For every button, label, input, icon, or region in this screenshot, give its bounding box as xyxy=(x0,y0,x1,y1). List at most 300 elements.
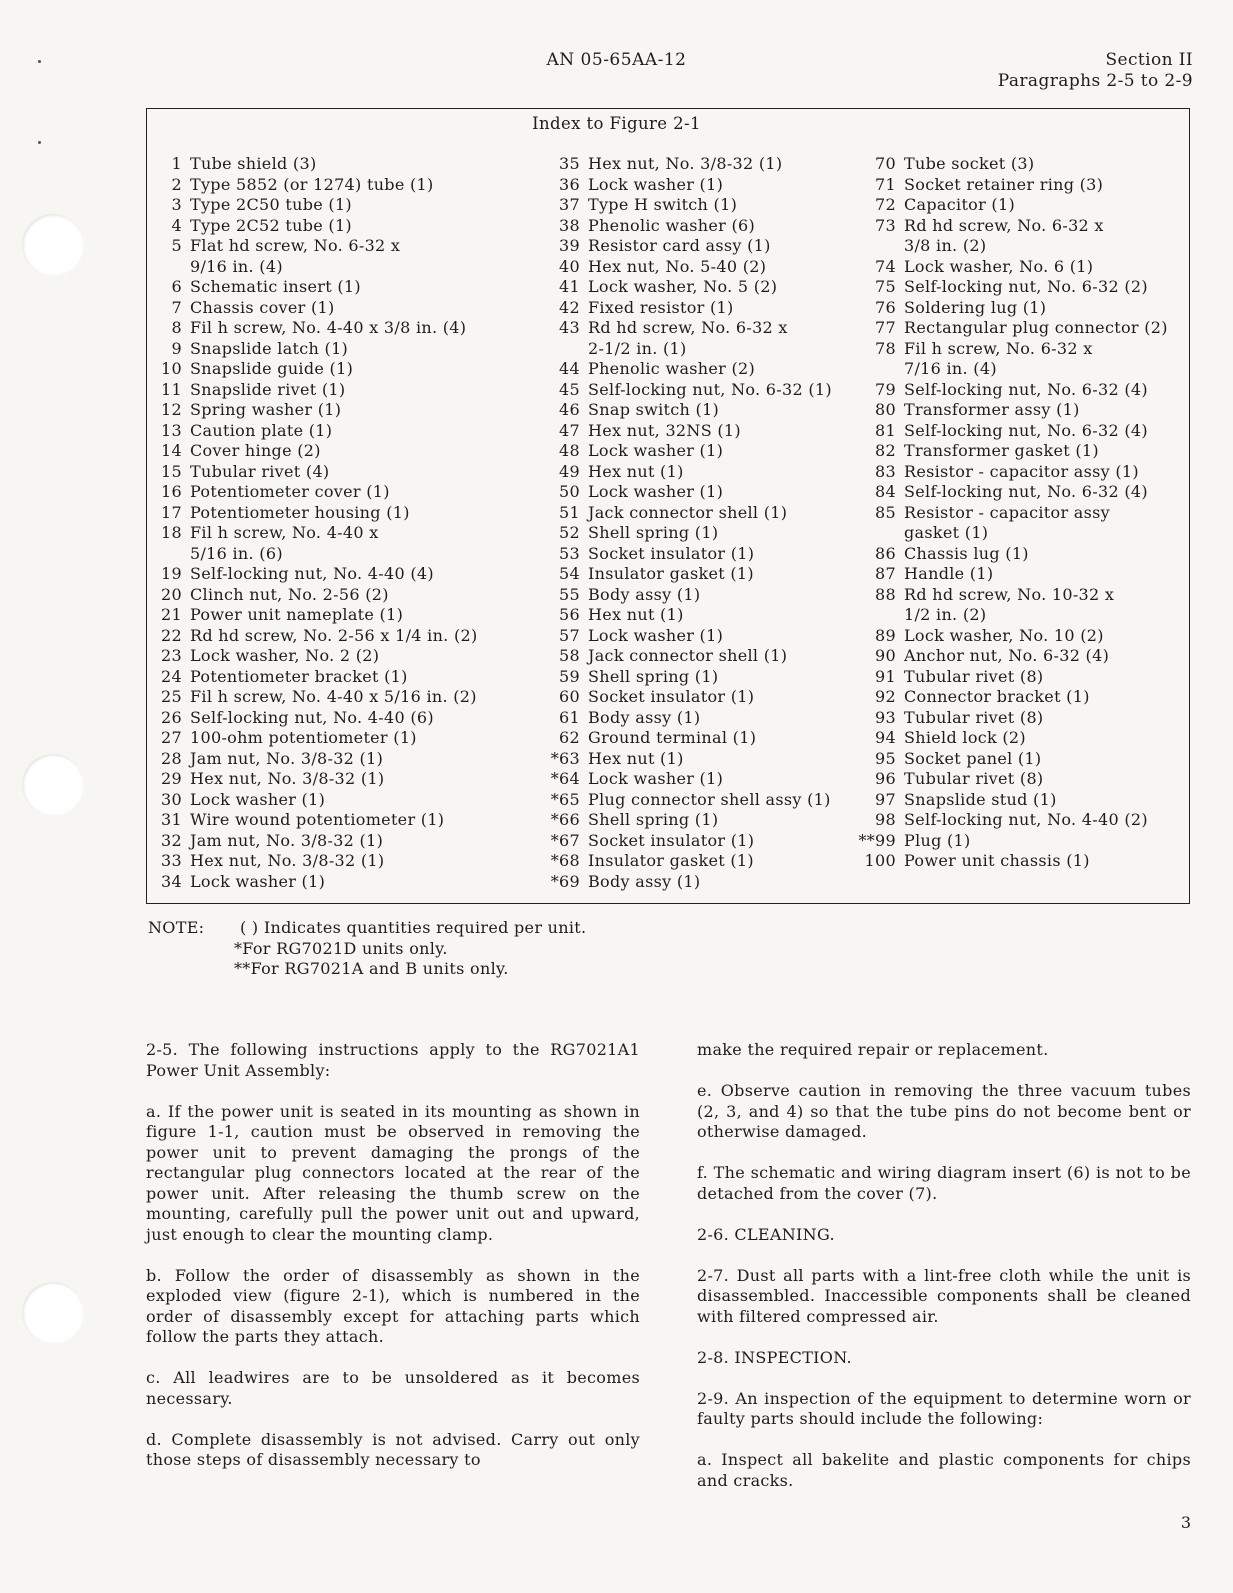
index-item xyxy=(854,277,1189,298)
index-item-number: 59 xyxy=(559,666,580,686)
index-item xyxy=(854,605,1189,626)
index-item-text: Rd hd screw, No. 6-32 x xyxy=(904,215,1104,235)
index-item xyxy=(148,482,558,503)
index-item xyxy=(148,708,558,729)
index-item xyxy=(854,380,1189,401)
index-item-number: 72 xyxy=(875,195,896,214)
index-item-number: 73 xyxy=(875,215,896,235)
index-item-number: 56 xyxy=(559,605,580,624)
index-item xyxy=(854,544,1189,565)
index-item xyxy=(546,687,866,708)
index-item-number: 78 xyxy=(875,338,896,358)
index-item-text: Ground terminal (1) xyxy=(588,728,757,747)
index-item xyxy=(148,462,558,483)
index-item-number: 82 xyxy=(875,441,896,460)
index-item-text: Schematic insert (1) xyxy=(190,277,361,296)
index-item-text: Hex nut, No. 3/8-32 (1) xyxy=(588,154,783,173)
index-item-text: Hex nut (1) xyxy=(588,605,684,624)
index-item-text: Fil h screw, No. 4-40 x 3/8 in. (4) xyxy=(190,318,467,337)
index-item-text: Connector bracket (1) xyxy=(904,687,1090,706)
index-item-number: 5 xyxy=(171,236,182,255)
index-item-number: 31 xyxy=(161,810,182,829)
index-item-text: Shell spring (1) xyxy=(588,523,719,542)
index-item xyxy=(854,257,1189,278)
index-item xyxy=(854,154,1189,175)
index-item-number: *65 xyxy=(550,789,580,809)
index-item xyxy=(148,441,558,462)
index-item-text: Self-locking nut, No. 4-40 (2) xyxy=(904,810,1148,829)
index-item xyxy=(546,441,866,462)
index-item-text: 9/16 in. (4) xyxy=(190,256,283,276)
index-item xyxy=(546,749,866,770)
index-item xyxy=(148,687,558,708)
index-item xyxy=(546,769,866,790)
index-item xyxy=(854,687,1189,708)
index-item-text: Tube shield (3) xyxy=(190,154,317,173)
index-item-number: 12 xyxy=(161,400,182,419)
index-item-text: Fil h screw, No. 6-32 x xyxy=(904,338,1093,358)
index-item-text: Self-locking nut, No. 4-40 (6) xyxy=(190,707,434,727)
index-item-number: 81 xyxy=(875,420,896,440)
index-item xyxy=(148,523,558,544)
index-item xyxy=(546,728,866,749)
index-item-text: Type H switch (1) xyxy=(588,195,738,214)
index-item xyxy=(854,236,1189,257)
index-item-number: 98 xyxy=(875,810,896,829)
index-item xyxy=(546,626,866,647)
index-item-number: *64 xyxy=(550,769,580,788)
index-item-number: 62 xyxy=(559,728,580,747)
index-item-text: Transformer assy (1) xyxy=(904,400,1080,419)
index-item-text: Lock washer (1) xyxy=(588,625,724,645)
index-item-number: 17 xyxy=(161,502,182,522)
index-item xyxy=(148,359,558,380)
index-item xyxy=(546,154,866,175)
index-item-number: 57 xyxy=(559,625,580,645)
index-item xyxy=(148,646,558,667)
paragraph: 2-7. Dust all parts with a lint-free cloth while the unit is disassembled. Inaccessible components shall be cleaned with filtered compressed air. xyxy=(697,1265,1191,1326)
index-item-number: 45 xyxy=(559,379,580,399)
index-item xyxy=(546,872,866,893)
index-item xyxy=(546,318,866,339)
index-item xyxy=(546,503,866,524)
index-item xyxy=(854,708,1189,729)
index-item-number: *67 xyxy=(550,830,580,850)
index-item-text: Phenolic washer (2) xyxy=(588,359,756,378)
index-item xyxy=(546,482,866,503)
index-item-number: 33 xyxy=(161,851,182,870)
index-item-number: 95 xyxy=(875,748,896,768)
index-item xyxy=(854,175,1189,196)
index-item-number: 53 xyxy=(559,543,580,563)
index-item-number: 93 xyxy=(875,707,896,727)
index-item-number: 22 xyxy=(161,625,182,645)
index-item-text: Jam nut, No. 3/8-32 (1) xyxy=(190,830,384,850)
index-item-number: 6 xyxy=(171,277,182,296)
index-item xyxy=(546,175,866,196)
index-item xyxy=(546,195,866,216)
paragraph: 2-8. INSPECTION. xyxy=(697,1347,852,1367)
index-item-number: 20 xyxy=(161,584,182,604)
index-item-number: *66 xyxy=(550,810,580,829)
index-item-text: Potentiometer housing (1) xyxy=(190,502,410,522)
index-item xyxy=(546,277,866,298)
index-item xyxy=(148,400,558,421)
paragraph: 2-9. An inspection of the equipment to determine worn or faulty parts should include the following: xyxy=(697,1388,1191,1428)
index-item-number: 47 xyxy=(559,420,580,440)
index-item-number: 8 xyxy=(171,318,182,337)
index-item xyxy=(854,728,1189,749)
index-item xyxy=(854,646,1189,667)
index-item xyxy=(854,851,1189,872)
index-item-number: 35 xyxy=(559,154,580,173)
index-item xyxy=(546,831,866,852)
index-item xyxy=(148,810,558,831)
paragraph: f. The schematic and wiring diagram insert (6) is not to be detached from the cover (7). xyxy=(697,1163,1191,1203)
index-item xyxy=(854,359,1189,380)
index-item-number: 14 xyxy=(161,441,182,460)
section-header xyxy=(998,50,1193,92)
index-item-number: 51 xyxy=(559,502,580,522)
index-item-number: 92 xyxy=(875,687,896,706)
index-item xyxy=(546,236,866,257)
index-item-text: Lock washer (1) xyxy=(588,441,724,460)
index-item-text: Caution plate (1) xyxy=(190,420,333,440)
paragraph: 2-5. The following instructions apply to the RG7021A1 Power Unit Assembly: xyxy=(146,1040,640,1080)
index-item-number: 86 xyxy=(875,543,896,563)
index-item-text: Power unit chassis (1) xyxy=(904,851,1090,870)
index-item-text: Body assy (1) xyxy=(588,871,701,891)
index-item-text: Self-locking nut, No. 6-32 (4) xyxy=(904,420,1148,440)
index-item-text: Potentiometer bracket (1) xyxy=(190,666,408,686)
index-item-text: Hex nut, 32NS (1) xyxy=(588,420,741,440)
index-item-text: Resistor - capacitor assy xyxy=(904,502,1110,522)
index-item-number: 7 xyxy=(171,297,182,317)
index-item-text: Flat hd screw, No. 6-32 x xyxy=(190,236,401,255)
index-item-number: 15 xyxy=(161,461,182,481)
index-item-number: 37 xyxy=(559,195,580,214)
paragraph: a. Inspect all bakelite and plastic components for chips and cracks. xyxy=(697,1450,1191,1490)
note-line-3: **For RG7021A and B units only. xyxy=(234,959,509,978)
document-number: AN 05-65AA-12 xyxy=(546,50,687,70)
index-item xyxy=(854,564,1189,585)
index-item-text: Plug connector shell assy (1) xyxy=(588,789,831,809)
index-item-number: 87 xyxy=(875,564,896,583)
paragraph: a. If the power unit is seated in its mounting as shown in figure 1-1, caution must be observed in removing the power unit to prevent damaging the prongs of the rectangular plug connectors located at the rear of the power unit. After releasing the thumb screw on the mounting, carefully pull the power unit out and upward, just enough to clear the mounting clamp. xyxy=(146,1101,640,1244)
index-item-text: Snapslide latch (1) xyxy=(190,338,349,358)
index-item-number: 84 xyxy=(875,482,896,501)
note-line-2: *For RG7021D units only. xyxy=(234,938,448,958)
index-item xyxy=(148,236,558,257)
index-item xyxy=(546,810,866,831)
index-item-text: Self-locking nut, No. 6-32 (4) xyxy=(904,482,1148,501)
index-item-text: 3/8 in. (2) xyxy=(904,236,987,255)
index-item-number: 96 xyxy=(875,769,896,788)
index-item-number: 79 xyxy=(875,379,896,399)
paragraph: make the required repair or replacement. xyxy=(697,1040,1049,1059)
section-label: Section II xyxy=(1105,50,1193,70)
index-item-text: 5/16 in. (6) xyxy=(190,543,283,563)
index-item-number: 55 xyxy=(559,584,580,604)
index-item xyxy=(546,359,866,380)
index-item-text: Insulator gasket (1) xyxy=(588,564,754,583)
index-item-text: Self-locking nut, No. 6-32 (4) xyxy=(904,379,1148,399)
index-item xyxy=(854,790,1189,811)
index-item-text: Self-locking nut, No. 6-32 (1) xyxy=(588,379,832,399)
index-item xyxy=(148,503,558,524)
index-item-number: *69 xyxy=(550,871,580,891)
index-item-text: Hex nut, No. 5-40 (2) xyxy=(588,256,767,276)
index-item xyxy=(148,626,558,647)
index-item-text: Snap switch (1) xyxy=(588,400,720,419)
index-item-number: 10 xyxy=(161,359,182,378)
index-item xyxy=(546,708,866,729)
index-item-text: 7/16 in. (4) xyxy=(904,359,997,378)
index-item xyxy=(148,851,558,872)
index-item xyxy=(546,523,866,544)
index-item-text: Lock washer (1) xyxy=(190,789,326,809)
index-item-text: Handle (1) xyxy=(904,564,994,583)
paragraph: d. Complete disassembly is not advised. Carry out only those steps of disassembly necessary to xyxy=(146,1429,640,1469)
index-item-number: 1 xyxy=(171,154,182,173)
index-item-number: 36 xyxy=(559,174,580,194)
index-item-text: gasket (1) xyxy=(904,523,989,542)
paragraph: c. All leadwires are to be unsoldered as it becomes necessary. xyxy=(146,1368,640,1408)
index-item-number: 90 xyxy=(875,646,896,665)
index-item xyxy=(854,810,1189,831)
index-item-number xyxy=(148,257,190,278)
index-item-text: Hex nut, No. 3/8-32 (1) xyxy=(190,851,385,870)
index-item xyxy=(546,421,866,442)
index-item-text: Tubular rivet (8) xyxy=(904,769,1044,788)
index-item-number: 54 xyxy=(559,564,580,583)
index-item-number: 19 xyxy=(161,564,182,583)
index-item-number: 83 xyxy=(875,461,896,481)
paragraph: 2-6. CLEANING. xyxy=(697,1224,835,1244)
note xyxy=(148,918,586,980)
index-item-number: 58 xyxy=(559,646,580,665)
index-item-text: Shell spring (1) xyxy=(588,810,719,829)
index-item xyxy=(148,564,558,585)
index-item xyxy=(148,298,558,319)
index-item xyxy=(148,339,558,360)
paragraph: e. Observe caution in removing the three vacuum tubes (2, 3, and 4) so that the tube pins do not become bent or otherwise damaged. xyxy=(697,1081,1191,1141)
index-column-3 xyxy=(854,154,1189,872)
index-item xyxy=(546,544,866,565)
index-item-number: 42 xyxy=(559,297,580,317)
index-item-text: Fil h screw, No. 4-40 x 5/16 in. (2) xyxy=(190,687,477,706)
index-item xyxy=(148,257,558,278)
index-item-text: Hex nut (1) xyxy=(588,748,684,768)
index-item-number: 39 xyxy=(559,236,580,255)
binder-hole xyxy=(22,1282,84,1344)
index-item-number: *63 xyxy=(550,748,580,768)
index-item-text: Snapslide guide (1) xyxy=(190,359,354,378)
index-item xyxy=(546,257,866,278)
index-item xyxy=(546,851,866,872)
index-item-text: Hex nut, No. 3/8-32 (1) xyxy=(190,769,385,788)
index-item-number xyxy=(854,359,904,380)
index-item xyxy=(148,277,558,298)
index-item xyxy=(854,523,1189,544)
index-column-2 xyxy=(546,154,866,892)
index-item-text: Jack connector shell (1) xyxy=(588,646,788,665)
index-item-number: 30 xyxy=(161,789,182,809)
index-column-1 xyxy=(148,154,558,892)
index-item-text: Resistor card assy (1) xyxy=(588,236,771,255)
index-item-number: 29 xyxy=(161,769,182,788)
index-item-text: Socket insulator (1) xyxy=(588,687,755,706)
index-item-text: Type 2C50 tube (1) xyxy=(190,195,352,214)
index-item xyxy=(148,749,558,770)
index-item xyxy=(546,605,866,626)
index-item xyxy=(854,749,1189,770)
index-item-number xyxy=(148,544,190,565)
index-item-number: 70 xyxy=(875,154,896,173)
index-item-text: Socket panel (1) xyxy=(904,748,1042,768)
index-item xyxy=(854,216,1189,237)
index-item xyxy=(854,400,1189,421)
index-item xyxy=(546,646,866,667)
index-item-number: 71 xyxy=(875,174,896,194)
index-item-number: 21 xyxy=(161,605,182,624)
index-item-text: Clinch nut, No. 2-56 (2) xyxy=(190,584,389,604)
index-item-number: 18 xyxy=(161,523,182,542)
index-item-text: Lock washer, No. 10 (2) xyxy=(904,625,1104,645)
index-item-text: Spring washer (1) xyxy=(190,400,342,419)
index-item xyxy=(148,380,558,401)
index-item-number: 38 xyxy=(559,215,580,235)
index-item-text: Body assy (1) xyxy=(588,584,701,604)
index-item-number xyxy=(854,605,904,626)
index-item-number: 52 xyxy=(559,523,580,542)
index-item xyxy=(854,339,1189,360)
index-item-number: 28 xyxy=(161,748,182,768)
index-item-text: Socket insulator (1) xyxy=(588,830,755,850)
index-item-number: 94 xyxy=(875,728,896,747)
index-item-text: Capacitor (1) xyxy=(904,195,1016,214)
index-item xyxy=(148,216,558,237)
index-item-text: Cover hinge (2) xyxy=(190,441,321,460)
index-item-text: Plug (1) xyxy=(904,830,971,850)
index-item-text: Socket retainer ring (3) xyxy=(904,174,1104,194)
index-item-text: Fixed resistor (1) xyxy=(588,297,734,317)
index-item-text: Lock washer (1) xyxy=(588,174,724,194)
index-item-text: Socket insulator (1) xyxy=(588,543,755,563)
index-item-text: Snapslide rivet (1) xyxy=(190,379,346,399)
paragraph: b. Follow the order of disassembly as shown in the exploded view (figure 2-1), which is numbered in the order of disassembly except for attaching parts which follow the parts they attach. xyxy=(146,1265,640,1346)
index-item-text: Hex nut (1) xyxy=(588,461,684,481)
index-item-text: Shield lock (2) xyxy=(904,728,1026,747)
index-item-number: 44 xyxy=(559,359,580,378)
index-item xyxy=(546,462,866,483)
index-item xyxy=(148,605,558,626)
index-item-text: Anchor nut, No. 6-32 (4) xyxy=(904,646,1110,665)
index-item xyxy=(546,339,866,360)
index-item-text: Lock washer (1) xyxy=(588,769,724,788)
index-item xyxy=(854,585,1189,606)
index-item xyxy=(854,769,1189,790)
binder-hole xyxy=(22,754,84,816)
index-item-number: 2 xyxy=(171,174,182,194)
index-item-number: 97 xyxy=(875,789,896,809)
index-item-text: Lock washer, No. 5 (2) xyxy=(588,277,778,296)
index-item-number: 9 xyxy=(171,338,182,358)
index-item-text: Snapslide stud (1) xyxy=(904,789,1057,809)
note-label: NOTE: xyxy=(148,918,205,937)
index-item xyxy=(546,585,866,606)
index-item-number: 80 xyxy=(875,400,896,419)
index-item xyxy=(854,831,1189,852)
index-item-text: Tubular rivet (8) xyxy=(904,707,1044,727)
index-item xyxy=(854,441,1189,462)
index-item-text: Rectangular plug connector (2) xyxy=(904,318,1168,337)
index-item-number: **99 xyxy=(858,830,896,850)
index-item-text: 100-ohm potentiometer (1) xyxy=(190,728,417,747)
index-item-text: 2-1/2 in. (1) xyxy=(588,338,687,358)
index-item xyxy=(854,462,1189,483)
index-item-text: Insulator gasket (1) xyxy=(588,851,754,870)
index-item-number: *68 xyxy=(550,851,580,870)
index-item xyxy=(854,195,1189,216)
index-item-number: 24 xyxy=(161,666,182,686)
index-item-number: 75 xyxy=(875,277,896,296)
index-item xyxy=(546,564,866,585)
index-item xyxy=(854,318,1189,339)
index-item-text: Rd hd screw, No. 10-32 x xyxy=(904,584,1115,604)
index-item-number: 11 xyxy=(161,379,182,399)
index-item xyxy=(854,482,1189,503)
index-item xyxy=(148,872,558,893)
index-item-number: 60 xyxy=(559,687,580,706)
index-item-number: 40 xyxy=(559,256,580,276)
index-item-number: 32 xyxy=(161,830,182,850)
index-item-text: Phenolic washer (6) xyxy=(588,215,756,235)
index-item-number: 41 xyxy=(559,277,580,296)
index-item-number: 34 xyxy=(161,871,182,891)
index-item xyxy=(854,298,1189,319)
index-item-number xyxy=(546,339,588,360)
index-item xyxy=(148,831,558,852)
index-item-text: Lock washer (1) xyxy=(588,482,724,501)
index-item xyxy=(148,769,558,790)
index-item-number: 4 xyxy=(171,215,182,235)
index-item xyxy=(546,790,866,811)
index-item-text: Potentiometer cover (1) xyxy=(190,482,390,501)
index-item xyxy=(148,544,558,565)
index-item-number: 61 xyxy=(559,707,580,727)
index-item-text: Type 5852 (or 1274) tube (1) xyxy=(190,174,434,194)
index-item-number: 74 xyxy=(875,256,896,276)
index-item-number: 50 xyxy=(559,482,580,501)
index-item-text: Fil h screw, No. 4-40 x xyxy=(190,523,379,542)
index-item-number: 3 xyxy=(171,195,182,214)
index-title: Index to Figure 2-1 xyxy=(532,114,701,133)
index-item-text: Type 2C52 tube (1) xyxy=(190,215,352,235)
page-number: 3 xyxy=(1180,1513,1191,1532)
index-item xyxy=(148,585,558,606)
index-item-number: 25 xyxy=(161,687,182,706)
index-item xyxy=(148,667,558,688)
index-item-text: Self-locking nut, No. 4-40 (4) xyxy=(190,564,434,583)
index-item-text: Self-locking nut, No. 6-32 (2) xyxy=(904,277,1148,296)
index-item xyxy=(148,421,558,442)
index-item-text: Rd hd screw, No. 6-32 x xyxy=(588,318,788,337)
index-item xyxy=(546,400,866,421)
index-item xyxy=(148,195,558,216)
index-item xyxy=(854,626,1189,647)
index-item-text: Chassis lug (1) xyxy=(904,543,1029,563)
